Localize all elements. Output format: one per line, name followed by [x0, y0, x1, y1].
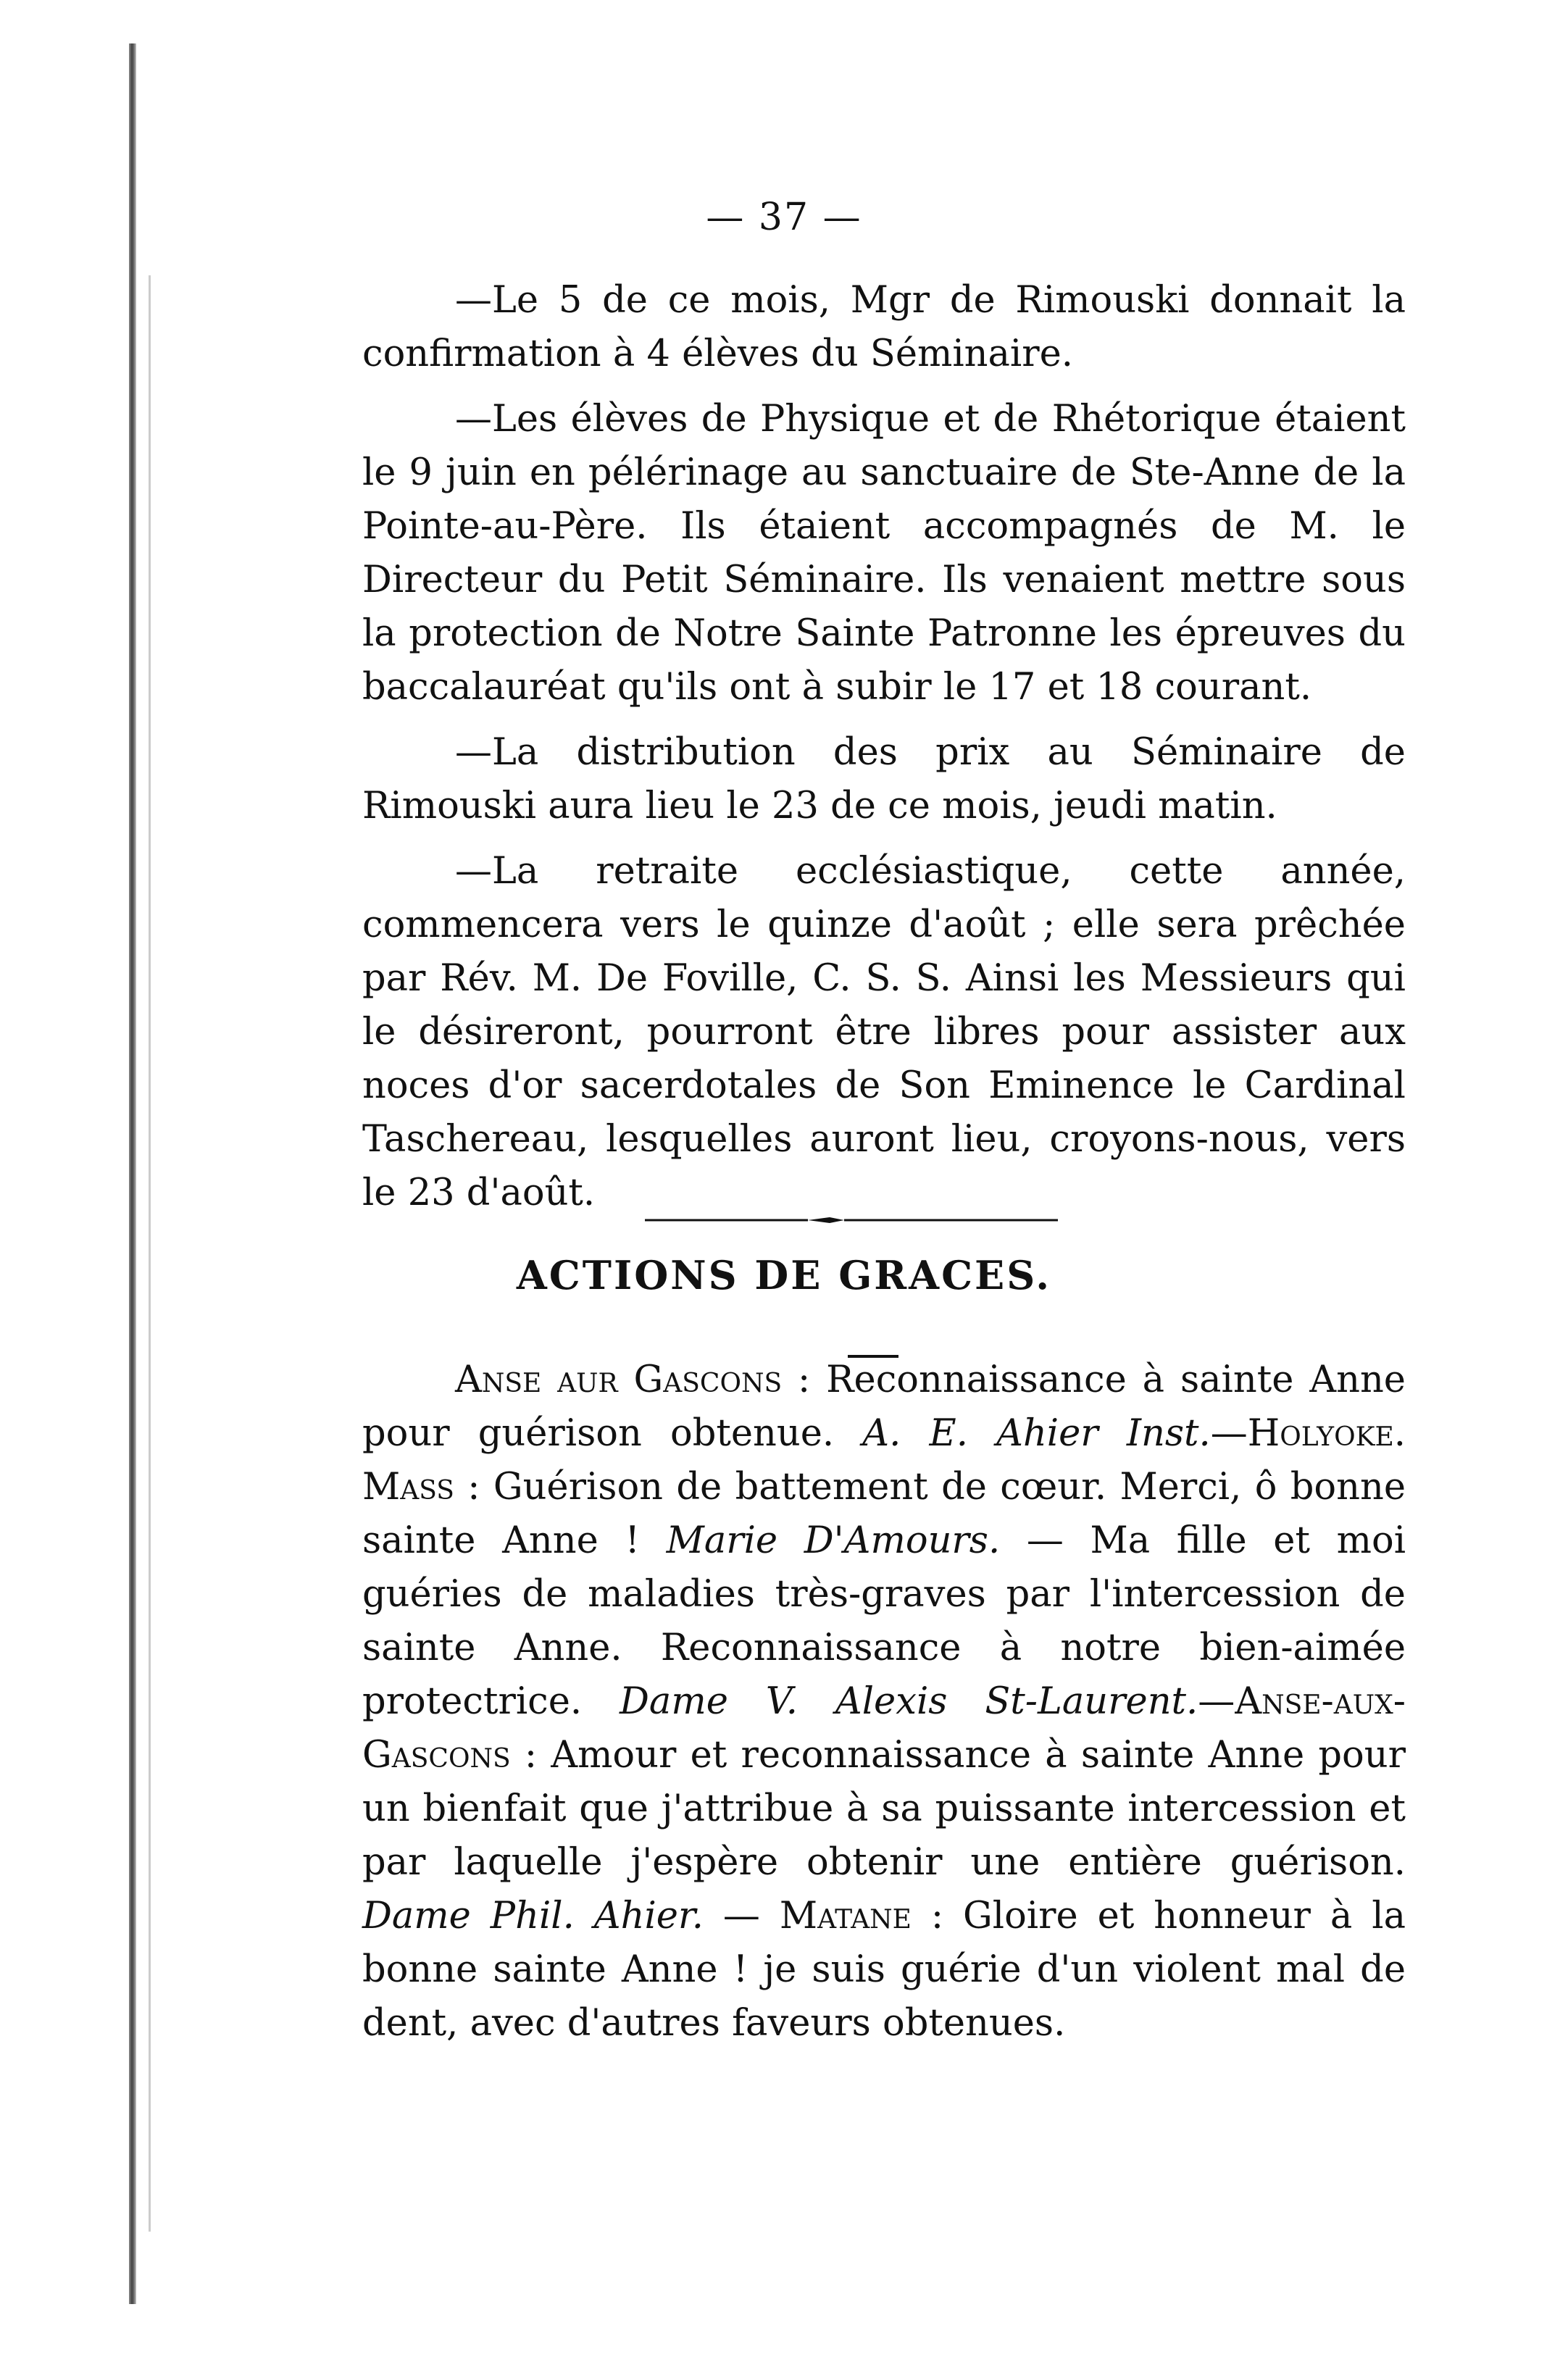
paragraph-confirmation: —Le 5 de ce mois, Mgr de Rimouski donnait la confirmation à 4 élèves du Séminaire.: [362, 279, 1406, 375]
ornamental-divider: [645, 1213, 1058, 1227]
book-binding-edge: [129, 43, 136, 2304]
paragraph-pilgrimage: —Les élèves de Physique et de Rhétorique étaient le 9 juin en pélérinage au sanctuaire de Ste-Anne de la Pointe-au-Père. Ils étaient accompagnés de M. le Directeur du Petit Séminaire. Ils venaient mettre sous la protection de Notre Sainte Patronne les épreuves du baccalauréat qu'ils ont à subir le 17 et 18 courant.: [362, 398, 1406, 709]
section-heading: ACTIONS DE GRACES.: [516, 1252, 1052, 1298]
text-segment: : Guérison de battement de cœur. Merci, ô bonne sainte Anne !: [362, 1466, 1406, 1562]
text-segment: Anse-aux-Gascons: [362, 1680, 1406, 1777]
text-segment: A. E. Ahier Inst.: [862, 1412, 1211, 1455]
text-segment: Holyoke. Mass: [362, 1412, 1406, 1509]
paragraph-thanksgivings: [362, 1353, 1406, 2050]
news-section: [362, 274, 1406, 1232]
text-segment: : Gloire et honneur à la bonne sainte Anne ! je suis guérie d'un violent mal de dent, avec d'autres faveurs obtenues.: [362, 1895, 1406, 2045]
text-segment: Marie D'Amours.: [666, 1519, 1001, 1562]
text-segment: Anse aur Gascons: [455, 1359, 783, 1401]
paragraph-prize-distribution: —La distribution des prix au Séminaire de Rimouski aura lieu le 23 de ce mois, jeudi matin.: [362, 731, 1406, 827]
text-segment: Matane: [779, 1895, 912, 1937]
paragraph-retreat: —La retraite ecclésiastique, cette année, commencera vers le quinze d'août ; elle sera prêchée par Rév. M. De Foville, C. S. S. Ainsi les Messieurs qui le désireront, pourront être libres pour assister aux noces d'or sacerdotales de Son Eminence le Cardinal Taschereau, lesquelles auront lieu, croyons-nous, vers le 23 d'août.: [362, 850, 1406, 1214]
text-segment: : Reconnaissance à sainte Anne pour guérison obtenue.: [362, 1359, 1406, 1455]
page-number: — 37 —: [706, 196, 862, 239]
text-segment: —: [1210, 1412, 1248, 1455]
text-segment: —: [1198, 1680, 1235, 1723]
text-segment: Dame Phil. Ahier.: [362, 1895, 704, 1937]
text-segment: Dame V. Alexis St-Laurent.: [620, 1680, 1198, 1723]
text-segment: — Ma fille et moi guéries de maladies très-graves par l'intercession de sainte Anne. Reconnaissance à notre bien-aimée protectrice.: [362, 1519, 1406, 1723]
text-segment: —: [703, 1895, 780, 1937]
text-segment: : Amour et reconnaissance à sainte Anne pour un bienfait que j'attribue à sa puissante intercession et par laquelle j'espère obtenir une entière guérison.: [362, 1734, 1406, 1884]
thanksgiving-section: [362, 1353, 1406, 2062]
